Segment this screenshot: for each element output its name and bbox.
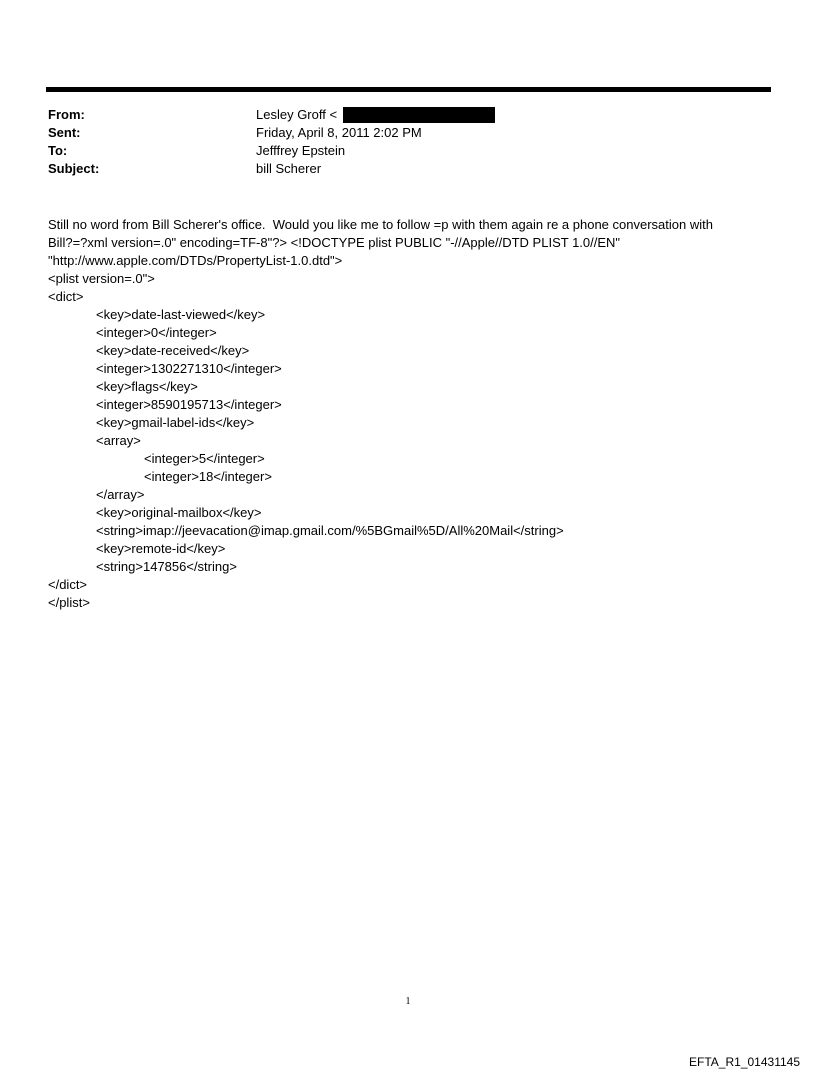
body-line: Bill?=?xml version=.0" encoding=TF-8"?> <!DOCTYPE plist PUBLIC "-//Apple//DTD PLIST 1.0//EN" [48,235,621,250]
body-line: <key>date-received</key> [96,343,250,358]
body-line: <integer>5</integer> [144,451,265,466]
from-value: Lesley Groff < [256,107,338,122]
body-line: Still no word from Bill Scherer's office. Would you like me to follow =p with them again re a phone conversation with [48,217,713,232]
redaction-box [343,107,495,123]
to-value: Jefffrey Epstein [256,143,346,158]
body-line: <integer>18</integer> [144,469,272,484]
header-rule [46,87,771,92]
body-line: <string>imap://jeevacation@imap.gmail.com/%5BGmail%5D/All%20Mail</string> [96,523,564,538]
to-label: To: [48,143,68,158]
body-line: "http://www.apple.com/DTDs/PropertyList-1.0.dtd"> [48,253,343,268]
from-label: From: [48,107,85,122]
email-body [48,216,768,612]
body-line: </plist> [48,595,90,610]
body-line: <key>flags</key> [96,379,198,394]
sent-row [48,124,748,142]
body-line: <integer>0</integer> [96,325,217,340]
body-line: <integer>8590195713</integer> [96,397,282,412]
sent-value: Friday, April 8, 2011 2:02 PM [256,125,422,140]
subject-row [48,160,748,178]
body-line: <string>147856</string> [96,559,237,574]
from-row [48,106,748,124]
body-line: <key>original-mailbox</key> [96,505,262,520]
sent-label: Sent: [48,125,81,140]
body-line: <key>gmail-label-ids</key> [96,415,255,430]
from-value-wrap [256,106,495,124]
body-line: <dict> [48,289,84,304]
body-line: <plist version=.0"> [48,271,155,286]
body-line: <integer>1302271310</integer> [96,361,282,376]
body-line: <array> [96,433,141,448]
subject-label: Subject: [48,161,100,176]
email-header [48,106,748,178]
body-line: </array> [96,487,145,502]
document-id: EFTA_R1_01431145 [689,1055,800,1069]
page-number: 1 [405,996,411,1007]
body-line: </dict> [48,577,88,592]
subject-value: bill Scherer [256,161,322,176]
body-line: <key>date-last-viewed</key> [96,307,266,322]
body-line: <key>remote-id</key> [96,541,226,556]
to-row [48,142,748,160]
